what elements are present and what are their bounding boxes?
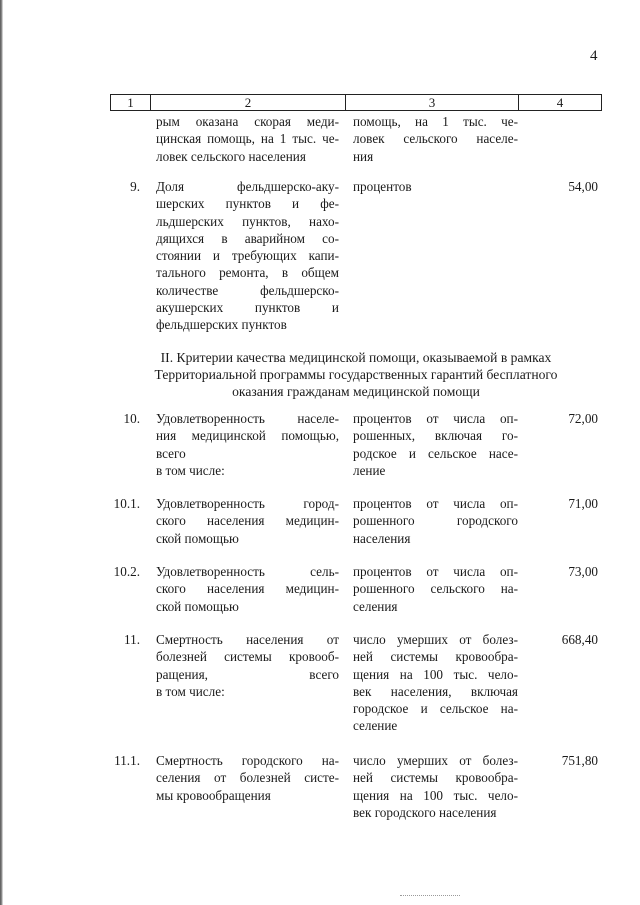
indicator-name-line: селения от болезней систе- — [156, 770, 339, 786]
indicator-name — [156, 410, 339, 479]
indicator-name-line: фельдшерских пунктов — [156, 317, 287, 333]
unit-of-measure-line: селение — [353, 718, 398, 734]
indicator-name-line: льдшерских пунктов, нахо- — [156, 213, 339, 229]
indicator-name-line: мы кровообращения — [156, 787, 271, 803]
section-title-line: Территориальной программы государственных гарантий бесплатного — [154, 367, 558, 382]
indicator-name-line: тального ремонта, в общем — [156, 265, 339, 281]
indicator-name — [156, 178, 339, 334]
indicator-name-line: Смертность населения от — [156, 632, 339, 647]
unit-of-measure-line: процентов от числа оп- — [353, 564, 518, 579]
target-value: 73,00 — [568, 564, 598, 579]
unit-of-measure — [353, 563, 518, 615]
row-number: 9. — [130, 179, 140, 194]
indicator-name-line: количестве фельдшерско- — [156, 282, 339, 298]
unit-of-measure-line: селения — [353, 598, 398, 614]
scan-artifact-dots — [400, 895, 460, 898]
unit-of-measure-line: городское и сельское на- — [353, 701, 518, 717]
indicator-name-line: ского населения медицин- — [156, 513, 339, 529]
indicator-name-line: акушерских пунктов и — [156, 300, 339, 316]
unit-of-measure-line: процентов от числа оп- — [353, 496, 518, 511]
indicator-name-line: ской помощью — [156, 598, 239, 614]
indicator-name-line: ловек сельского населения — [156, 148, 306, 164]
row-number: 11. — [124, 632, 140, 647]
row-number: 10.1. — [113, 496, 140, 511]
row-number: 10.2. — [113, 564, 140, 579]
unit-of-measure-line: процентов — [353, 179, 412, 194]
indicator-name — [156, 752, 339, 804]
section-title-line: оказания гражданам медицинской помощи — [232, 384, 480, 399]
target-value: 668,40 — [561, 632, 598, 647]
target-value: 54,00 — [568, 179, 598, 194]
indicator-name-line: шерских пунктов и фе- — [156, 196, 339, 212]
unit-of-measure-line: ния — [353, 148, 374, 164]
target-value: 751,80 — [561, 753, 598, 768]
indicator-name-line: всего — [156, 445, 186, 461]
header-col-1: 1 — [111, 95, 151, 110]
unit-of-measure-line: век городского населения — [353, 804, 497, 820]
scan-left-edge — [0, 0, 3, 905]
indicator-name-line: Удовлетворенность город- — [156, 496, 339, 511]
unit-of-measure-line: рошенного сельского на- — [353, 581, 518, 597]
indicator-name-line: в том числе: — [156, 683, 225, 699]
indicator-name — [156, 495, 339, 547]
indicator-name-line: дящихся в аварийном со- — [156, 230, 339, 246]
section-title — [110, 349, 602, 400]
indicator-name-line: ращения, всего — [156, 666, 339, 682]
unit-of-measure — [353, 495, 518, 547]
unit-of-measure-line: щения на 100 тыс. чело- — [353, 666, 518, 682]
target-value: 71,00 — [568, 496, 598, 511]
indicator-name — [156, 113, 339, 165]
unit-of-measure-line: ловек сельского населе- — [353, 131, 518, 147]
indicator-name-line: ния медицинской помощью, — [156, 428, 339, 444]
unit-of-measure-line: век населения, включая — [353, 683, 518, 699]
indicator-name-line: Удовлетворенность сель- — [156, 564, 339, 579]
unit-of-measure — [353, 410, 518, 479]
indicator-name-line: болезней системы кровооб- — [156, 649, 339, 665]
unit-of-measure-line: рошенного городского — [353, 513, 518, 529]
indicator-name-line: в том числе: — [156, 462, 225, 478]
indicator-name-line: цинская помощь, на 1 тыс. че- — [156, 131, 339, 147]
unit-of-measure-line: число умерших от болез- — [353, 632, 518, 647]
unit-of-measure-line: число умерших от болез- — [353, 753, 518, 768]
unit-of-measure-line: ней системы кровообра- — [353, 649, 518, 665]
indicator-name-line: стоянии и требующих капи- — [156, 248, 339, 264]
unit-of-measure-line: родское и сельское насе- — [353, 445, 518, 461]
unit-of-measure — [353, 178, 518, 195]
section-title-line: II. Критерии качества медицинской помощи, оказываемой в рамках — [160, 350, 552, 365]
row-number: 10. — [123, 411, 140, 426]
unit-of-measure-line: щения на 100 тыс. чело- — [353, 787, 518, 803]
indicator-name-line: ского населения медицин- — [156, 581, 339, 597]
indicator-name-line: Доля фельдшерско-аку- — [156, 179, 339, 194]
unit-of-measure — [353, 113, 518, 165]
unit-of-measure-line: ление — [353, 462, 386, 478]
page-number: 4 — [590, 48, 598, 64]
header-col-4: 4 — [556, 95, 564, 110]
unit-of-measure-line: процентов от числа оп- — [353, 411, 518, 426]
indicator-name — [156, 631, 339, 700]
unit-of-measure-line: населения — [353, 530, 411, 546]
header-col-3: 3 — [346, 95, 519, 110]
indicator-name-line: ской помощью — [156, 530, 239, 546]
indicator-name-line: Удовлетворенность населе- — [156, 411, 339, 426]
row-number: 11.1. — [114, 753, 140, 768]
target-value: 72,00 — [568, 411, 598, 426]
unit-of-measure — [353, 752, 518, 821]
unit-of-measure-line: рошенных, включая го- — [353, 428, 518, 444]
unit-of-measure-line: помощь, на 1 тыс. че- — [353, 114, 518, 129]
indicator-name — [156, 563, 339, 615]
table-header — [110, 94, 602, 111]
indicator-name-line: Смертность городского на- — [156, 753, 339, 768]
header-col-2: 2 — [151, 95, 346, 110]
unit-of-measure — [353, 631, 518, 735]
unit-of-measure-line: ней системы кровообра- — [353, 770, 518, 786]
indicator-name-line: рым оказана скорая меди- — [156, 114, 339, 129]
